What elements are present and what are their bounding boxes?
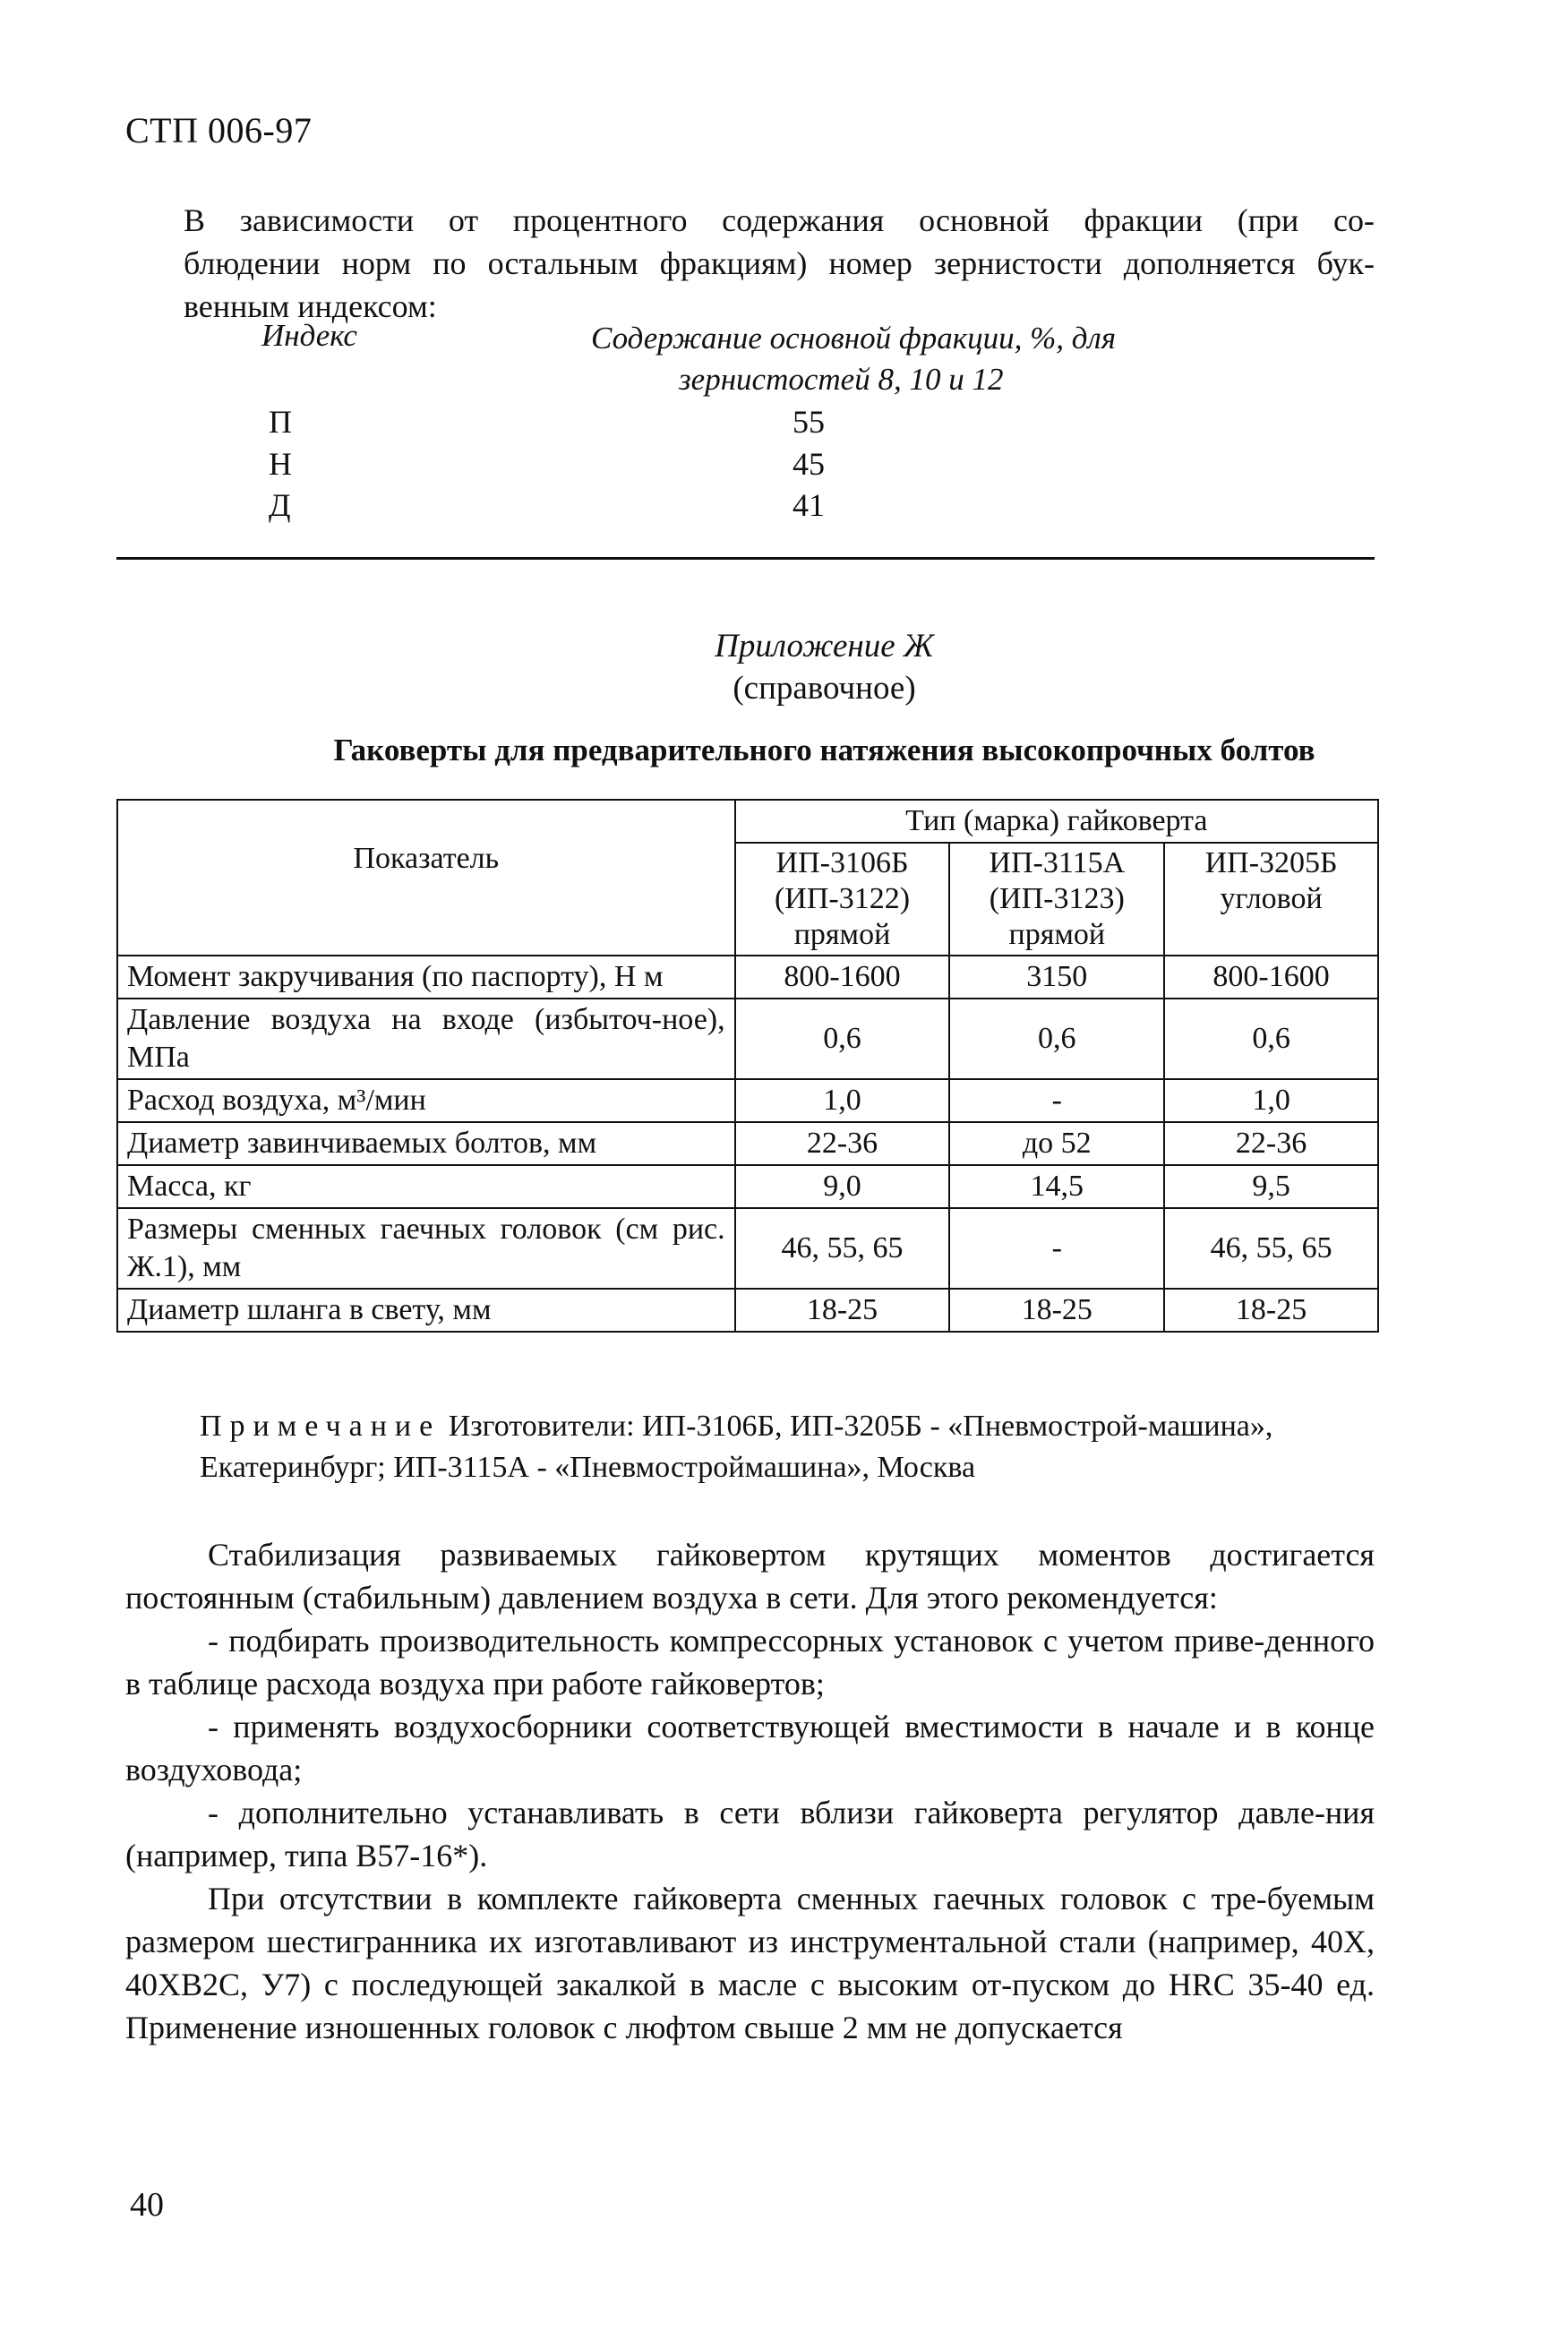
table-header-row [117,800,1378,843]
index-letter: Н [269,446,292,482]
model-alt: (ИП-3122) [774,882,911,915]
table-note [200,1406,1375,1488]
table-caption: Гаковерты для предварительного натяжения высокопрочных болтов [333,733,1315,767]
appendix-title: Приложение Ж [715,628,934,664]
bullet-item: - дополнительно устанавливать в сети вблизи гайковерта регулятор давле-ния (например, типа В57-16*). [125,1795,1375,1873]
row-label: Размеры сменных гаечных головок (см рис. Ж.1), мм [117,1208,735,1289]
note-prefix: Примечание [200,1410,441,1443]
bullet-item: - подбирать производительность компрессорных установок с учетом приве-денного в таблице расхода воздуха при работе гайковертов; [125,1623,1375,1702]
model-name: ИП-3115А [989,846,1126,879]
model-header [1164,843,1378,956]
cell-value: 0,6 [1164,999,1378,1079]
intro-line: блюдении норм по остальным фракциям) номер зернистости дополняется бук- [184,245,1375,281]
model-kind: прямой [1008,918,1106,951]
group-header: Тип (марка) гайковерта [735,800,1378,843]
cell-value: 18-25 [1164,1289,1378,1332]
wrench-spec-table [116,799,1379,1333]
model-alt: (ИП-3123) [989,882,1125,915]
cell-value: 46, 55, 65 [1164,1208,1378,1289]
note-text: Изготовители: ИП-3106Б, ИП-3205Б - «Пневмострой-машина», Екатеринбург; ИП-3115А - «Пневмостроймашина», Москва [200,1410,1273,1484]
paragraph: Стабилизация развиваемых гайковертом крутящих моментов достигается постоянным (стабильным) давлением воздуха в сети. Для этого рекомендуется: [125,1537,1375,1616]
row-label: Диаметр шланга в свету, мм [117,1289,735,1332]
cell-value: 3150 [949,956,1164,999]
cell-value: до 52 [949,1122,1164,1165]
row-label: Расход воздуха, м³/мин [117,1079,735,1122]
table-row [117,1122,1378,1165]
table-row [117,1289,1378,1332]
table-row [117,999,1378,1079]
table-row [117,1208,1378,1289]
appendix-subtitle: (справочное) [733,670,916,707]
row-label: Диаметр завинчиваемых болтов, мм [117,1122,735,1165]
index-column-header: Индекс [261,318,357,353]
cell-value: 14,5 [949,1165,1164,1208]
cell-value: 46, 55, 65 [735,1208,950,1289]
index-letter: П [269,404,292,440]
intro-line: венным индексом: [184,288,437,324]
param-header: Показатель [117,800,735,956]
cell-value: 0,6 [735,999,950,1079]
row-label: Масса, кг [117,1165,735,1208]
cell-value: 18-25 [949,1289,1164,1332]
intro-paragraph [184,199,1375,328]
section-divider [116,557,1375,560]
content-column-header [591,318,1218,400]
intro-line: В зависимости от процентного содержания основной фракции (при со- [184,202,1375,238]
cell-value: 9,0 [735,1165,950,1208]
cell-value: 22-36 [1164,1122,1378,1165]
cell-value: - [949,1208,1164,1289]
page-number: 40 [130,2186,164,2224]
table-row [117,1165,1378,1208]
cell-value: 18-25 [735,1289,950,1332]
cell-value: 0,6 [949,999,1164,1079]
cell-value: 1,0 [735,1079,950,1122]
index-value: 55 [793,404,825,440]
model-name: ИП-3106Б [775,846,909,879]
cell-value: 1,0 [1164,1079,1378,1122]
document-code: СТП 006-97 [125,110,313,150]
model-header [735,843,950,956]
model-header [949,843,1164,956]
model-kind: прямой [793,918,891,951]
body-text [125,1533,1375,2049]
table-row [117,956,1378,999]
table-row [117,1079,1378,1122]
index-letter: Д [269,487,291,523]
content-header-line1: Содержание основной фракции, %, для [591,321,1116,356]
cell-value: - [949,1079,1164,1122]
paragraph: При отсутствии в комплекте гайковерта сменных гаечных головок с тре-буемым размером шестигранника их изготавливают из инструментальной стали (например, 40Х, 40ХВ2С, У7) с последующей закалкой в масле с высоким от-пуском до HRC 35-40 ед. Применение изношенных головок с люфтом свыше 2 мм не допускается [125,1881,1375,2045]
row-label: Момент закручивания (по паспорту), Н м [117,956,735,999]
cell-value: 9,5 [1164,1165,1378,1208]
cell-value: 22-36 [735,1122,950,1165]
row-label: Давление воздуха на входе (избыточ-ное), МПа [117,999,735,1079]
cell-value: 800-1600 [735,956,950,999]
cell-value: 800-1600 [1164,956,1378,999]
index-value: 45 [793,446,825,482]
bullet-item: - применять воздухосборники соответствующей вместимости в начале и в конце воздуховода; [125,1709,1375,1788]
model-name: ИП-3205Б [1204,846,1338,879]
model-kind: угловой [1220,882,1323,915]
content-header-line2: зернистостей 8, 10 и 12 [679,362,1004,397]
index-value: 41 [793,487,825,523]
